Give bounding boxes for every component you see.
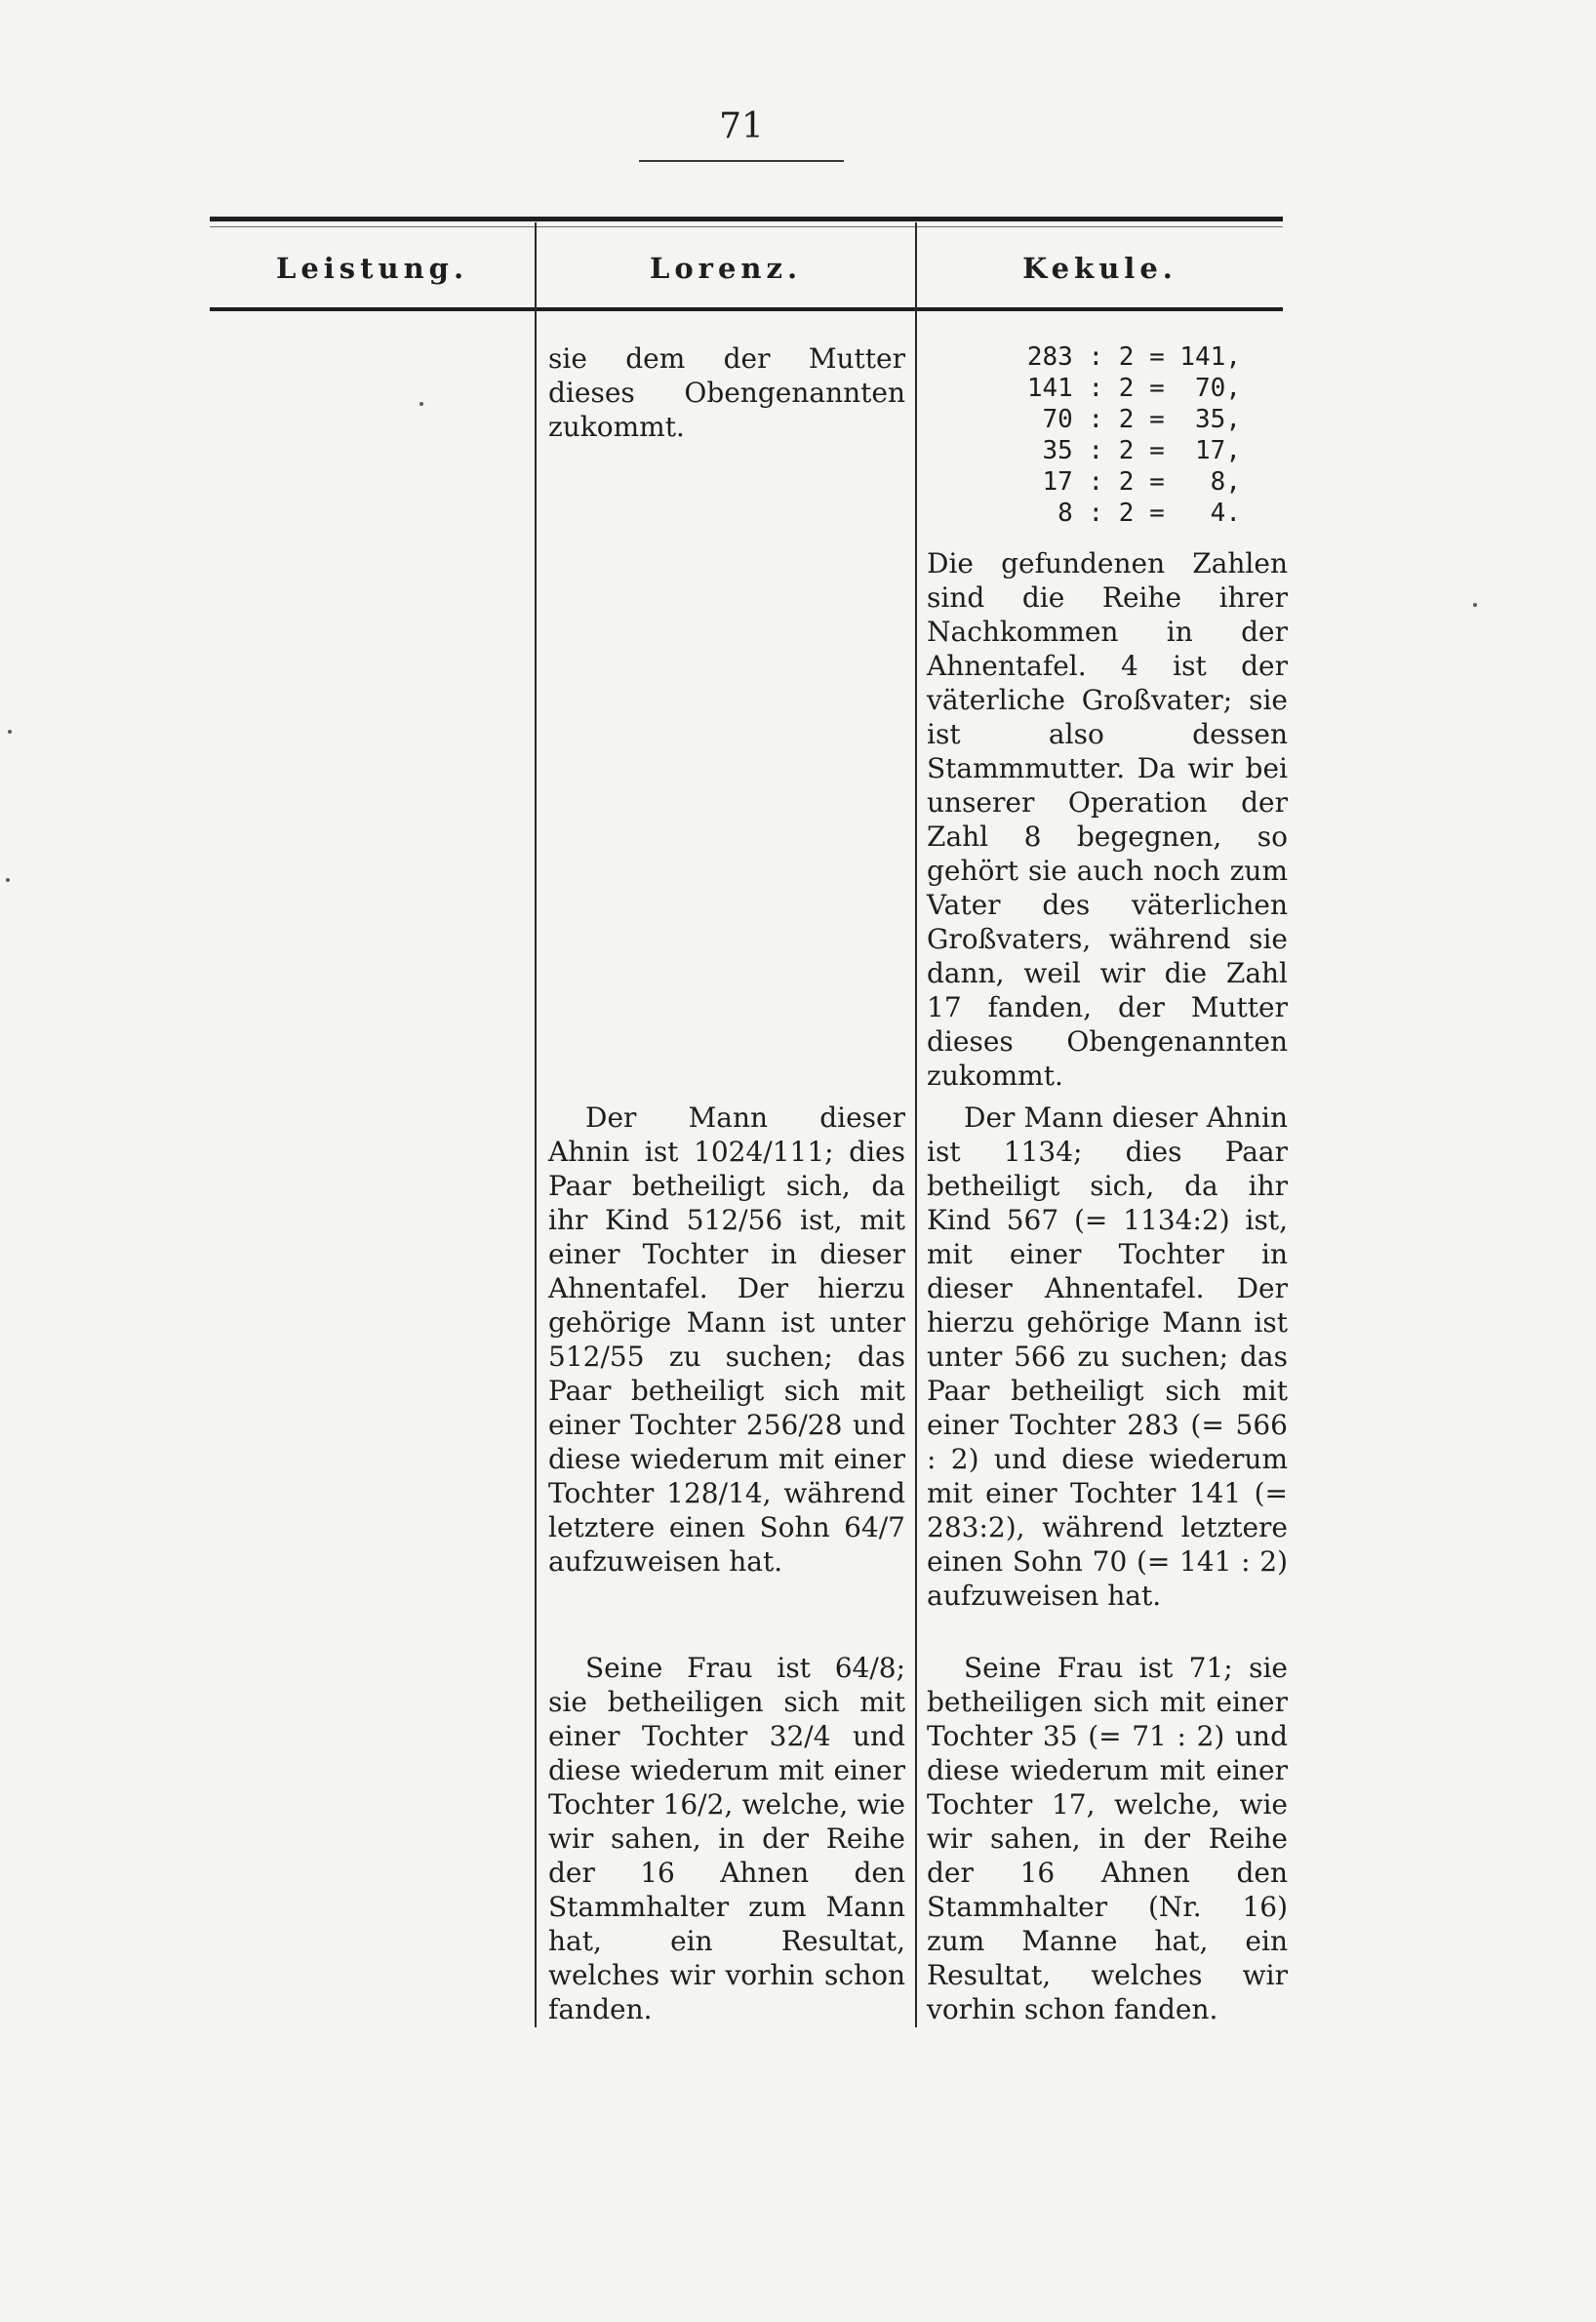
kekule-text-b: Der Mann dieser Ahnin ist 1134; dies Paar betheiligt sich, da ihr Kind 567 (= 1134:2) ist, mit einer Tochter in dieser Ahnentafel. Der hierzu gehörige Mann ist unter 566 zu suchen; das Paar betheiligt sich mit einer Tochter 283 (= 566 : 2) und diese wiederum mit einer Tochter 141 (= 283:2), während letztere einen Sohn 70 (= 141 : 2) aufzuweisen hat.: [927, 1101, 1288, 1612]
column-header-kekule: Kekule.: [1022, 252, 1177, 285]
paper-speck: [6, 878, 10, 882]
paper-speck: [1473, 603, 1477, 607]
calc-line: 8 : 2 = 4.: [1026, 499, 1241, 528]
lorenz-text-b: Der Mann dieser Ahnin ist 1024/111; dies Paar betheiligt sich, da ihr Kind 512/56 ist, mit einer Tochter in dieser Ahnentafel. Der hierzu gehörige Mann ist unter 512/55 zu suchen; das Paar betheiligt sich mit einer Tochter 256/28 und diese wiederum mit einer Tochter 128/14, während letztere einen Sohn 64/7 aufzuweisen hat.: [548, 1101, 905, 1578]
kekule-paragraph-husband: [927, 1101, 1288, 1613]
kekule-text-a: Die gefundenen Zahlen sind die Reihe ihrer Nachkommen in der Ahnentafel. 4 ist der väterliche Großvater; sie ist also dessen Stammmutter. Da wir bei unserer Operation der Zahl 8 begegnen, so gehört sie auch noch zum Vater des väterlichen Großvaters, während sie dann, weil wir die Zahl 17 fanden, der Mutter dieses Obengenannten zukommt.: [927, 547, 1288, 1092]
table-top-rule-thin: [210, 226, 1283, 227]
paper-speck: [8, 730, 12, 734]
lorenz-paragraph-wife: [548, 1651, 905, 2026]
calc-line: 141 : 2 = 70,: [1026, 374, 1241, 403]
header-bottom-rule: [210, 307, 1283, 311]
calc-line: 283 : 2 = 141,: [1026, 342, 1241, 372]
calc-line: 70 : 2 = 35,: [1026, 405, 1241, 434]
page-number-underline: [639, 160, 844, 162]
table-top-rule: [210, 217, 1283, 221]
lorenz-text-a: sie dem der Mutter dieses Obengenannten zukommt.: [548, 342, 905, 443]
kekule-paragraph-wife: [927, 1651, 1288, 2026]
kekule-text-c: Seine Frau ist 71; sie betheiligen sich mit einer Tochter 35 (= 71 : 2) und diese wiederum mit einer Tochter 17, welche, wie wir sahen, in der Reihe der 16 Ahnen den Stammhalter (Nr. 16) zum Manne hat, ein Resultat, welches wir vorhin schon fanden.: [927, 1652, 1288, 2025]
page-number: 71: [719, 106, 764, 146]
paper-speck: [419, 402, 423, 406]
lorenz-paragraph-continuation: [548, 341, 905, 444]
calc-line: 17 : 2 = 8,: [1026, 467, 1241, 497]
lorenz-text-c: Seine Frau ist 64/8; sie betheiligen sich mit einer Tochter 32/4 und diese wiederum mit einer Tochter 16/2, welche, wie wir sahen, in der Reihe der 16 Ahnen den Stammhalter zum Mann hat, ein Resultat, welches wir vorhin schon fanden.: [548, 1652, 905, 2025]
kekule-division-list: [966, 341, 1258, 529]
calc-line: 35 : 2 = 17,: [1026, 436, 1241, 465]
column-divider-1: [535, 222, 537, 2027]
column-header-leistung: Leistung.: [275, 252, 469, 285]
kekule-paragraph-explanation: [927, 546, 1288, 1093]
column-header-lorenz: Lorenz.: [649, 252, 803, 285]
column-divider-2: [915, 222, 917, 2027]
lorenz-paragraph-husband: [548, 1101, 905, 1579]
